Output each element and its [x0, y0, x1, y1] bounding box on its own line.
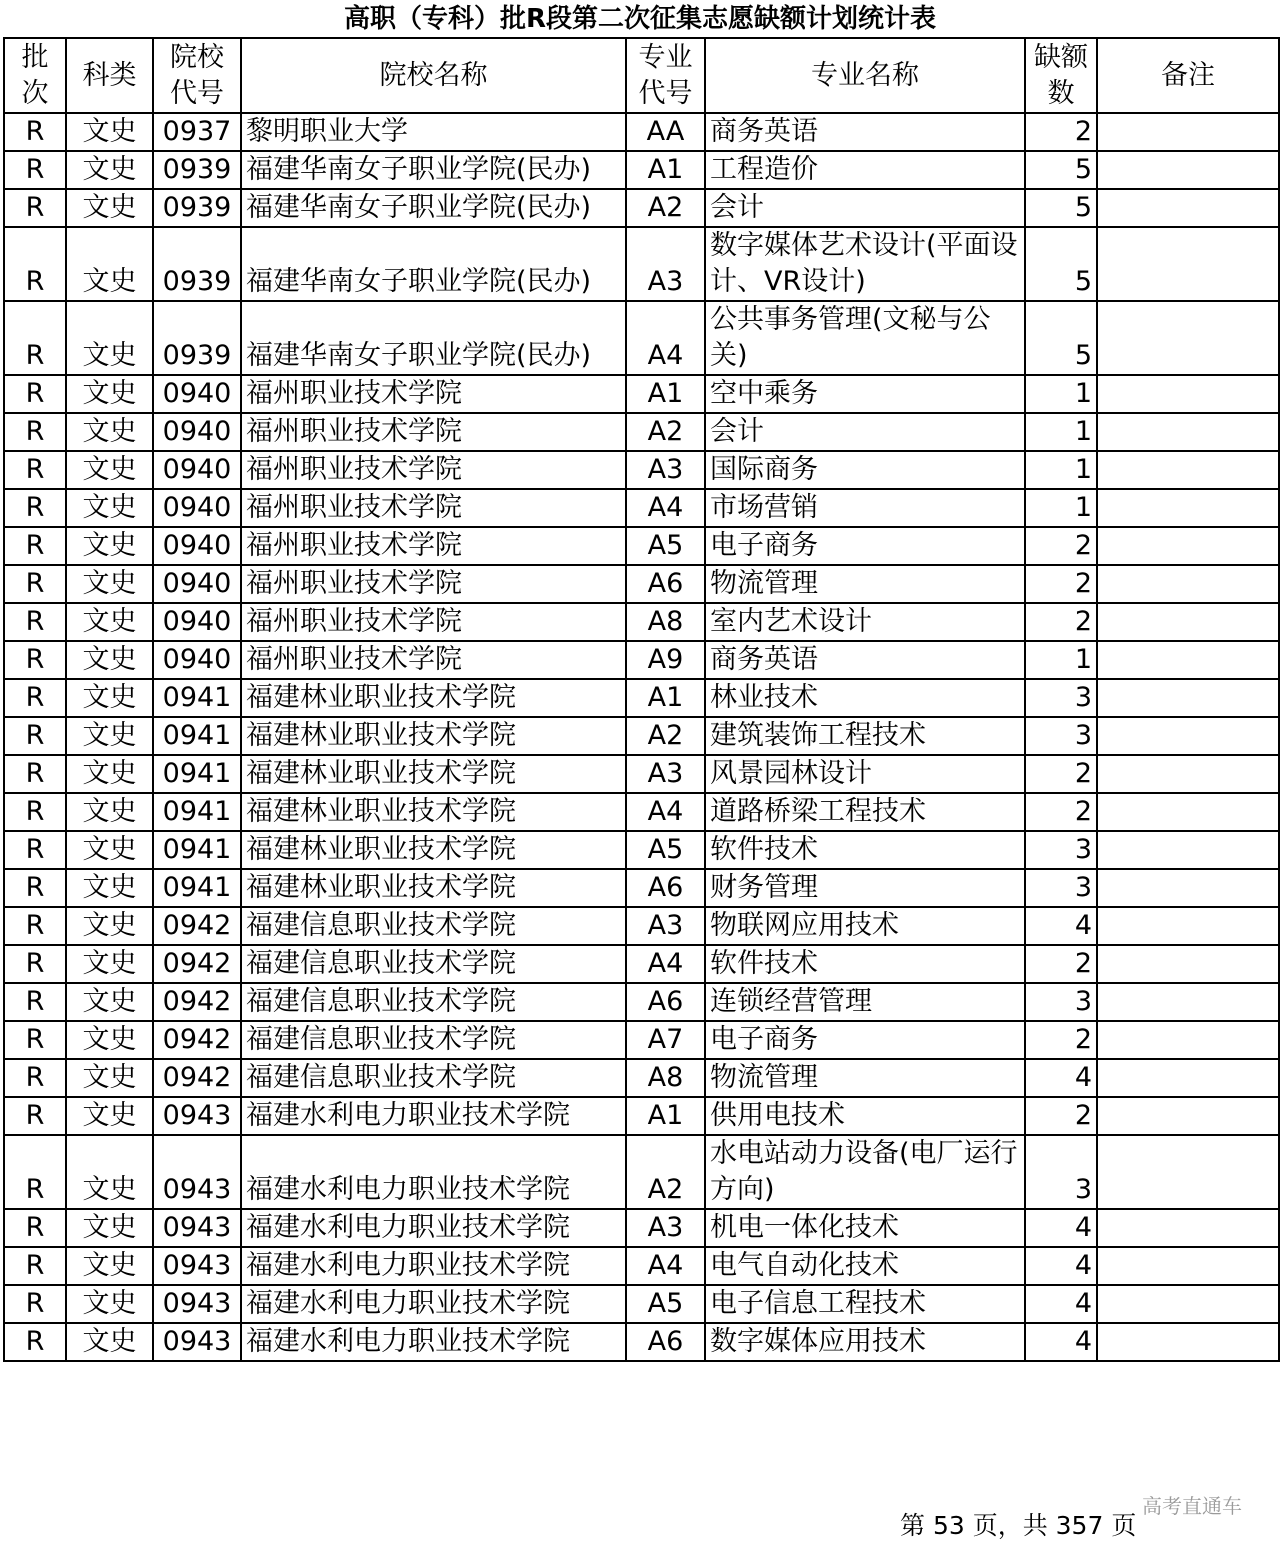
cell-major-code: A1	[626, 151, 705, 189]
cell-category: 文史	[66, 679, 153, 717]
cell-major-code: A4	[626, 489, 705, 527]
cell-school-name: 福州职业技术学院	[241, 603, 626, 641]
cell-major-code: A2	[626, 1135, 705, 1209]
cell-major-code: A4	[626, 945, 705, 983]
table-row	[4, 1323, 1279, 1361]
cell-major-code: A8	[626, 603, 705, 641]
quota-table	[3, 37, 1280, 1362]
cell-remarks	[1097, 527, 1279, 565]
table-row	[4, 151, 1279, 189]
cell-school-code: 0941	[153, 831, 241, 869]
table-row	[4, 679, 1279, 717]
cell-batch: R	[4, 301, 66, 375]
cell-batch: R	[4, 679, 66, 717]
cell-major-name: 电子信息工程技术	[705, 1285, 1025, 1323]
cell-school-name: 福建林业职业技术学院	[241, 717, 626, 755]
cell-vacancies: 5	[1025, 151, 1097, 189]
cell-category: 文史	[66, 983, 153, 1021]
cell-school-name: 福建信息职业技术学院	[241, 1021, 626, 1059]
cell-batch: R	[4, 227, 66, 301]
cell-major-code: A4	[626, 301, 705, 375]
cell-category: 文史	[66, 1323, 153, 1361]
cell-category: 文史	[66, 717, 153, 755]
cell-remarks	[1097, 227, 1279, 301]
cell-remarks	[1097, 1247, 1279, 1285]
cell-major-name: 林业技术	[705, 679, 1025, 717]
page-title: 高职（专科）批R段第二次征集志愿缺额计划统计表	[343, 4, 937, 34]
cell-vacancies: 2	[1025, 1021, 1097, 1059]
page-footer: 第 53 页，共 357 页	[900, 1511, 1137, 1540]
cell-school-name: 福建林业职业技术学院	[241, 869, 626, 907]
cell-school-code: 0939	[153, 189, 241, 227]
cell-school-name: 福建华南女子职业学院(民办)	[241, 151, 626, 189]
cell-remarks	[1097, 301, 1279, 375]
cell-school-code: 0941	[153, 679, 241, 717]
cell-major-name: 水电站动力设备(电厂运行方向)	[705, 1135, 1025, 1209]
cell-school-name: 福建华南女子职业学院(民办)	[241, 301, 626, 375]
cell-batch: R	[4, 983, 66, 1021]
cell-school-name: 黎明职业大学	[241, 113, 626, 151]
cell-school-code: 0942	[153, 945, 241, 983]
cell-school-code: 0940	[153, 527, 241, 565]
table-row	[4, 793, 1279, 831]
cell-major-code: A1	[626, 1097, 705, 1135]
cell-batch: R	[4, 1097, 66, 1135]
cell-major-code: A4	[626, 1247, 705, 1285]
cell-major-name: 道路桥梁工程技术	[705, 793, 1025, 831]
cell-major-code: A3	[626, 451, 705, 489]
cell-remarks	[1097, 375, 1279, 413]
cell-category: 文史	[66, 565, 153, 603]
cell-major-code: A3	[626, 755, 705, 793]
table-row	[4, 227, 1279, 301]
cell-vacancies: 4	[1025, 1285, 1097, 1323]
cell-vacancies: 5	[1025, 189, 1097, 227]
cell-major-name: 国际商务	[705, 451, 1025, 489]
cell-remarks	[1097, 755, 1279, 793]
cell-school-name: 福建信息职业技术学院	[241, 983, 626, 1021]
cell-school-name: 福州职业技术学院	[241, 413, 626, 451]
cell-major-name: 商务英语	[705, 113, 1025, 151]
cell-remarks	[1097, 679, 1279, 717]
cell-school-code: 0943	[153, 1247, 241, 1285]
cell-remarks	[1097, 983, 1279, 1021]
cell-vacancies: 1	[1025, 489, 1097, 527]
cell-vacancies: 3	[1025, 717, 1097, 755]
cell-category: 文史	[66, 831, 153, 869]
cell-vacancies: 3	[1025, 1135, 1097, 1209]
cell-school-name: 福建信息职业技术学院	[241, 907, 626, 945]
cell-major-code: A3	[626, 1209, 705, 1247]
cell-major-code: A2	[626, 189, 705, 227]
cell-major-name: 数字媒体应用技术	[705, 1323, 1025, 1361]
cell-major-code: A8	[626, 1059, 705, 1097]
cell-category: 文史	[66, 1135, 153, 1209]
watermark: 高考直通车	[1142, 1494, 1242, 1518]
cell-major-code: A5	[626, 1285, 705, 1323]
cell-vacancies: 2	[1025, 527, 1097, 565]
cell-batch: R	[4, 413, 66, 451]
cell-school-name: 福建信息职业技术学院	[241, 1059, 626, 1097]
cell-school-code: 0940	[153, 603, 241, 641]
cell-major-code: A6	[626, 1323, 705, 1361]
cell-category: 文史	[66, 907, 153, 945]
cell-category: 文史	[66, 869, 153, 907]
cell-remarks	[1097, 189, 1279, 227]
header-category: 科类	[66, 38, 153, 113]
cell-major-name: 室内艺术设计	[705, 603, 1025, 641]
cell-vacancies: 1	[1025, 375, 1097, 413]
cell-school-code: 0940	[153, 451, 241, 489]
cell-major-name: 会计	[705, 413, 1025, 451]
cell-school-name: 福建林业职业技术学院	[241, 831, 626, 869]
cell-school-code: 0940	[153, 489, 241, 527]
cell-category: 文史	[66, 451, 153, 489]
cell-major-code: A2	[626, 717, 705, 755]
table-row	[4, 527, 1279, 565]
cell-batch: R	[4, 641, 66, 679]
cell-category: 文史	[66, 151, 153, 189]
cell-school-code: 0942	[153, 1059, 241, 1097]
cell-major-name: 电子商务	[705, 1021, 1025, 1059]
cell-major-name: 软件技术	[705, 945, 1025, 983]
cell-remarks	[1097, 793, 1279, 831]
cell-batch: R	[4, 451, 66, 489]
cell-major-name: 工程造价	[705, 151, 1025, 189]
cell-category: 文史	[66, 189, 153, 227]
cell-school-name: 福州职业技术学院	[241, 527, 626, 565]
cell-batch: R	[4, 1059, 66, 1097]
cell-major-name: 软件技术	[705, 831, 1025, 869]
cell-batch: R	[4, 717, 66, 755]
cell-remarks	[1097, 907, 1279, 945]
table-row	[4, 983, 1279, 1021]
cell-remarks	[1097, 413, 1279, 451]
cell-batch: R	[4, 489, 66, 527]
cell-remarks	[1097, 603, 1279, 641]
table-row	[4, 831, 1279, 869]
cell-batch: R	[4, 1285, 66, 1323]
cell-major-code: A1	[626, 679, 705, 717]
cell-vacancies: 1	[1025, 451, 1097, 489]
table-row	[4, 489, 1279, 527]
table-body	[4, 113, 1279, 1361]
header-vacancies: 缺额数	[1025, 38, 1097, 113]
cell-major-code: A9	[626, 641, 705, 679]
cell-batch: R	[4, 755, 66, 793]
table-row	[4, 1021, 1279, 1059]
cell-major-code: A5	[626, 831, 705, 869]
cell-major-name: 物流管理	[705, 565, 1025, 603]
cell-school-code: 0943	[153, 1323, 241, 1361]
cell-school-code: 0943	[153, 1285, 241, 1323]
cell-major-name: 公共事务管理(文秘与公关)	[705, 301, 1025, 375]
cell-vacancies: 2	[1025, 945, 1097, 983]
cell-vacancies: 3	[1025, 869, 1097, 907]
cell-batch: R	[4, 375, 66, 413]
cell-category: 文史	[66, 413, 153, 451]
cell-category: 文史	[66, 375, 153, 413]
cell-vacancies: 4	[1025, 1209, 1097, 1247]
cell-major-name: 电气自动化技术	[705, 1247, 1025, 1285]
cell-batch: R	[4, 1209, 66, 1247]
cell-category: 文史	[66, 1059, 153, 1097]
cell-batch: R	[4, 603, 66, 641]
cell-school-code: 0941	[153, 869, 241, 907]
cell-school-name: 福建华南女子职业学院(民办)	[241, 189, 626, 227]
table-row	[4, 301, 1279, 375]
cell-vacancies: 4	[1025, 1059, 1097, 1097]
cell-major-code: A6	[626, 565, 705, 603]
cell-school-name: 福州职业技术学院	[241, 451, 626, 489]
cell-school-code: 0940	[153, 641, 241, 679]
cell-batch: R	[4, 869, 66, 907]
cell-school-code: 0940	[153, 565, 241, 603]
cell-school-code: 0937	[153, 113, 241, 151]
cell-major-name: 商务英语	[705, 641, 1025, 679]
cell-major-code: A4	[626, 793, 705, 831]
cell-vacancies: 4	[1025, 907, 1097, 945]
cell-vacancies: 2	[1025, 1097, 1097, 1135]
cell-school-name: 福建水利电力职业技术学院	[241, 1285, 626, 1323]
table-row	[4, 945, 1279, 983]
cell-remarks	[1097, 1209, 1279, 1247]
cell-school-name: 福建水利电力职业技术学院	[241, 1323, 626, 1361]
cell-school-name: 福建水利电力职业技术学院	[241, 1097, 626, 1135]
cell-school-code: 0941	[153, 793, 241, 831]
cell-major-code: A1	[626, 375, 705, 413]
cell-major-code: A7	[626, 1021, 705, 1059]
header-batch: 批次	[4, 38, 66, 113]
cell-vacancies: 3	[1025, 983, 1097, 1021]
cell-remarks	[1097, 151, 1279, 189]
cell-school-code: 0943	[153, 1097, 241, 1135]
cell-batch: R	[4, 189, 66, 227]
cell-school-name: 福建水利电力职业技术学院	[241, 1135, 626, 1209]
cell-category: 文史	[66, 1097, 153, 1135]
cell-school-name: 福建林业职业技术学院	[241, 755, 626, 793]
table-row	[4, 451, 1279, 489]
cell-school-name: 福建水利电力职业技术学院	[241, 1209, 626, 1247]
cell-school-name: 福州职业技术学院	[241, 375, 626, 413]
cell-vacancies: 2	[1025, 755, 1097, 793]
cell-school-code: 0939	[153, 301, 241, 375]
cell-remarks	[1097, 565, 1279, 603]
cell-school-name: 福州职业技术学院	[241, 489, 626, 527]
cell-vacancies: 2	[1025, 113, 1097, 151]
cell-category: 文史	[66, 793, 153, 831]
cell-category: 文史	[66, 301, 153, 375]
cell-vacancies: 2	[1025, 603, 1097, 641]
table-row	[4, 565, 1279, 603]
cell-school-code: 0939	[153, 151, 241, 189]
cell-school-code: 0942	[153, 983, 241, 1021]
cell-category: 文史	[66, 527, 153, 565]
cell-batch: R	[4, 1021, 66, 1059]
cell-major-code: A3	[626, 227, 705, 301]
cell-school-code: 0943	[153, 1209, 241, 1247]
cell-vacancies: 3	[1025, 679, 1097, 717]
table-row	[4, 189, 1279, 227]
header-major-code: 专业代号	[626, 38, 705, 113]
header-school-name: 院校名称	[241, 38, 626, 113]
cell-school-code: 0941	[153, 755, 241, 793]
cell-vacancies: 4	[1025, 1247, 1097, 1285]
cell-remarks	[1097, 1059, 1279, 1097]
cell-major-code: A3	[626, 907, 705, 945]
cell-remarks	[1097, 1285, 1279, 1323]
cell-major-name: 市场营销	[705, 489, 1025, 527]
header-remarks: 备注	[1097, 38, 1279, 113]
cell-category: 文史	[66, 113, 153, 151]
cell-vacancies: 1	[1025, 413, 1097, 451]
table-row	[4, 413, 1279, 451]
header-row	[4, 38, 1279, 113]
cell-major-name: 会计	[705, 189, 1025, 227]
cell-school-name: 福建华南女子职业学院(民办)	[241, 227, 626, 301]
cell-major-name: 机电一体化技术	[705, 1209, 1025, 1247]
cell-major-name: 物联网应用技术	[705, 907, 1025, 945]
cell-remarks	[1097, 113, 1279, 151]
table-row	[4, 1059, 1279, 1097]
cell-school-code: 0940	[153, 375, 241, 413]
table-row	[4, 1247, 1279, 1285]
table-row	[4, 717, 1279, 755]
cell-major-name: 建筑装饰工程技术	[705, 717, 1025, 755]
cell-school-name: 福州职业技术学院	[241, 565, 626, 603]
cell-category: 文史	[66, 1247, 153, 1285]
cell-school-name: 福建林业职业技术学院	[241, 793, 626, 831]
cell-batch: R	[4, 113, 66, 151]
cell-category: 文史	[66, 1209, 153, 1247]
cell-major-code: A6	[626, 869, 705, 907]
cell-category: 文史	[66, 489, 153, 527]
cell-category: 文史	[66, 1021, 153, 1059]
cell-remarks	[1097, 1135, 1279, 1209]
cell-batch: R	[4, 565, 66, 603]
table-row	[4, 1135, 1279, 1209]
cell-major-code: A6	[626, 983, 705, 1021]
cell-batch: R	[4, 907, 66, 945]
cell-major-code: A5	[626, 527, 705, 565]
cell-batch: R	[4, 527, 66, 565]
table-row	[4, 641, 1279, 679]
table-row	[4, 755, 1279, 793]
cell-school-code: 0942	[153, 907, 241, 945]
cell-school-code: 0940	[153, 413, 241, 451]
cell-major-name: 财务管理	[705, 869, 1025, 907]
table-row	[4, 1209, 1279, 1247]
cell-major-name: 连锁经营管理	[705, 983, 1025, 1021]
cell-major-name: 数字媒体艺术设计(平面设计、VR设计)	[705, 227, 1025, 301]
cell-category: 文史	[66, 603, 153, 641]
cell-batch: R	[4, 793, 66, 831]
cell-remarks	[1097, 945, 1279, 983]
cell-major-code: AA	[626, 113, 705, 151]
cell-major-name: 空中乘务	[705, 375, 1025, 413]
cell-school-code: 0941	[153, 717, 241, 755]
cell-school-name: 福州职业技术学院	[241, 641, 626, 679]
cell-school-code: 0943	[153, 1135, 241, 1209]
cell-remarks	[1097, 451, 1279, 489]
cell-vacancies: 2	[1025, 565, 1097, 603]
header-school-code: 院校代号	[153, 38, 241, 113]
cell-major-name: 物流管理	[705, 1059, 1025, 1097]
cell-vacancies: 5	[1025, 301, 1097, 375]
cell-vacancies: 1	[1025, 641, 1097, 679]
cell-remarks	[1097, 1323, 1279, 1361]
cell-major-name: 电子商务	[705, 527, 1025, 565]
table-row	[4, 1097, 1279, 1135]
cell-remarks	[1097, 869, 1279, 907]
cell-vacancies: 3	[1025, 831, 1097, 869]
cell-batch: R	[4, 945, 66, 983]
cell-remarks	[1097, 831, 1279, 869]
cell-batch: R	[4, 151, 66, 189]
table-row	[4, 907, 1279, 945]
cell-major-name: 风景园林设计	[705, 755, 1025, 793]
cell-school-code: 0942	[153, 1021, 241, 1059]
cell-remarks	[1097, 641, 1279, 679]
table-row	[4, 375, 1279, 413]
table-row	[4, 869, 1279, 907]
cell-vacancies: 4	[1025, 1323, 1097, 1361]
cell-category: 文史	[66, 755, 153, 793]
cell-vacancies: 2	[1025, 793, 1097, 831]
cell-major-name: 供用电技术	[705, 1097, 1025, 1135]
cell-remarks	[1097, 717, 1279, 755]
table-row	[4, 603, 1279, 641]
cell-category: 文史	[66, 945, 153, 983]
cell-category: 文史	[66, 641, 153, 679]
cell-remarks	[1097, 1097, 1279, 1135]
cell-remarks	[1097, 1021, 1279, 1059]
table-row	[4, 1285, 1279, 1323]
cell-vacancies: 5	[1025, 227, 1097, 301]
cell-major-code: A2	[626, 413, 705, 451]
cell-category: 文史	[66, 1285, 153, 1323]
cell-batch: R	[4, 1135, 66, 1209]
cell-batch: R	[4, 831, 66, 869]
header-major-name: 专业名称	[705, 38, 1025, 113]
cell-category: 文史	[66, 227, 153, 301]
cell-batch: R	[4, 1323, 66, 1361]
cell-school-code: 0939	[153, 227, 241, 301]
cell-school-name: 福建信息职业技术学院	[241, 945, 626, 983]
cell-school-name: 福建林业职业技术学院	[241, 679, 626, 717]
table-row	[4, 113, 1279, 151]
cell-school-name: 福建水利电力职业技术学院	[241, 1247, 626, 1285]
cell-remarks	[1097, 489, 1279, 527]
cell-batch: R	[4, 1247, 66, 1285]
